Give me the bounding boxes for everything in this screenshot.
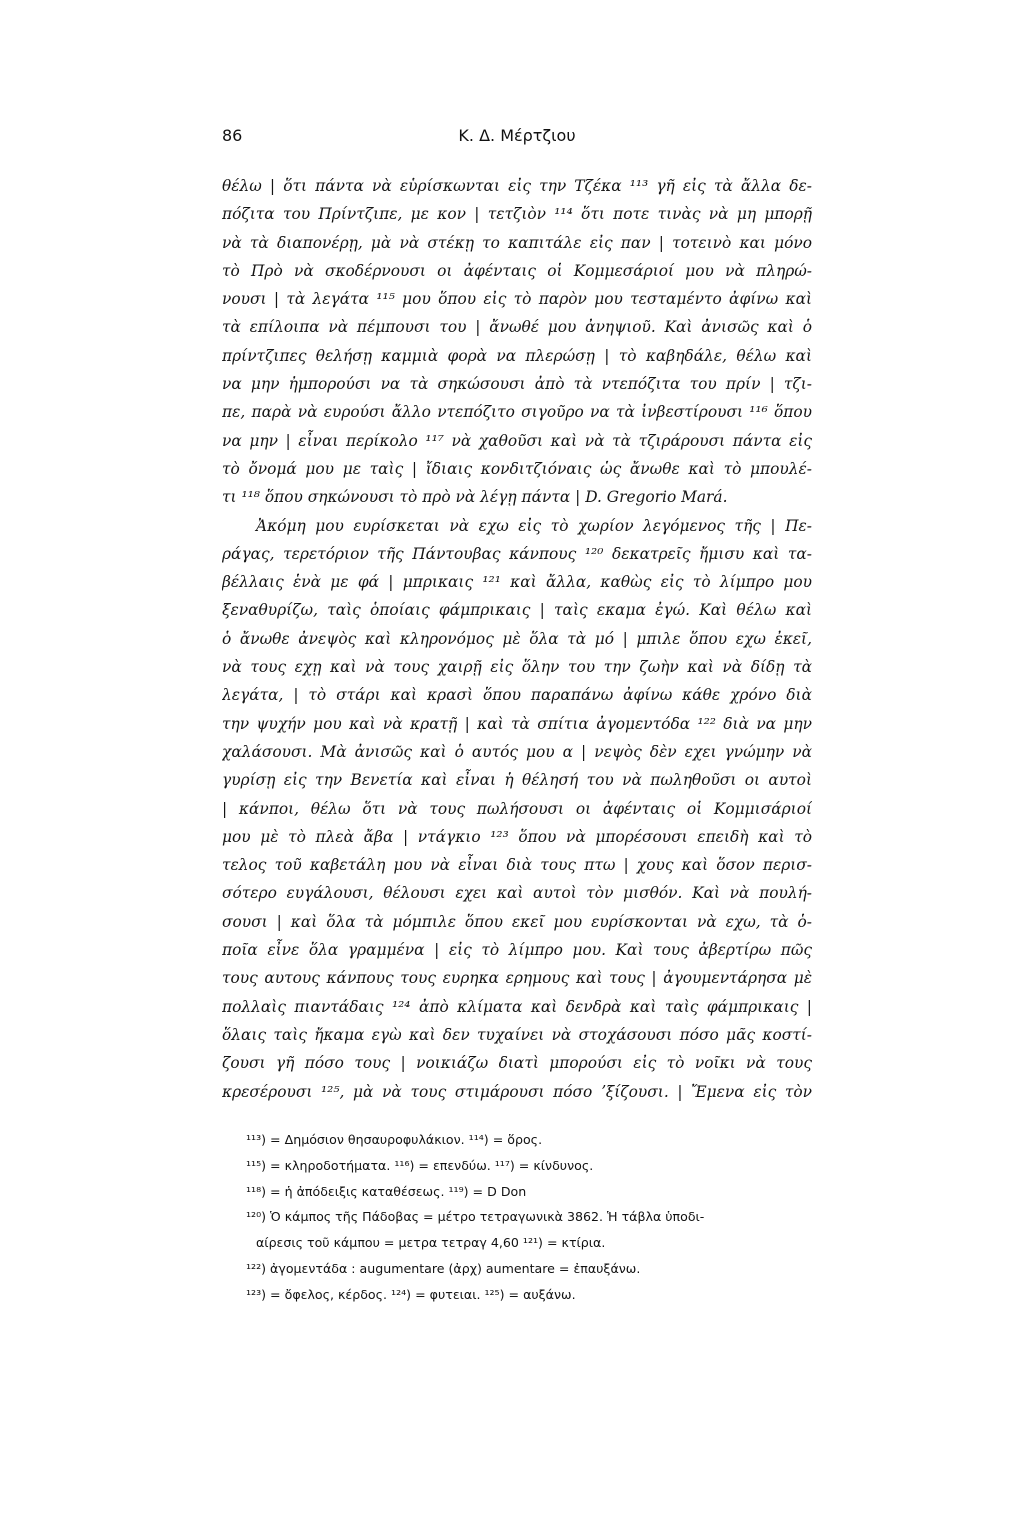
- text-line: τελος τοῦ καβετάλη μου νὰ εἶναι διὰ τους πτω | χους καὶ ὅσον περισ-: [222, 856, 812, 875]
- text-line: τὰ επίλοιπα νὰ πέμπουσι του | ἄνωθέ μου ἀνηψιοῦ. Καὶ ἀνισῶς καὶ ὁ: [222, 318, 812, 337]
- text-line: να μην ἠμπορούσι να τὰ σηκώσουσι ἀπὸ τὰ ντεπόζιτα του πρίν | τζι-: [222, 375, 812, 394]
- text-line: πε, παρὰ νὰ ευρούσι ἄλλο ντεπόζιτο σιγοῦρο να τὰ ἰνβεστίρουσι ¹¹⁶ ὅπου: [222, 403, 812, 422]
- footnote-line: ¹²³) = ὄφελος, κέρδος. ¹²⁴) = φυτειαι. ¹²⁵) = αυξάνω.: [246, 1286, 576, 1302]
- text-line: χαλάσουσι. Μὰ ἀνισῶς καὶ ὁ αυτός μου α | νεψὸς δὲν εχει γνώμην νὰ: [222, 742, 812, 761]
- footnote-line: ¹¹⁸) = ἡ ἀπόδειξις καταθέσεως. ¹¹⁹) = D Don: [246, 1183, 527, 1199]
- text-line: τι ¹¹⁸ ὅπου σηκώνουσι τὸ πρὸ νὰ λέγῃ πάντα | D. Gregorio Mará.: [222, 488, 728, 507]
- text-line: την ψυχήν μου καὶ νὰ κρατῇ | καὶ τὰ σπίτια ἀγομεντόδα ¹²² διὰ να μην: [222, 714, 812, 733]
- text-line: ζουσι γῆ πόσο τους | νοικιάζω διατὶ μπορούσι εἰς τὸ νοῖκι νὰ τους: [222, 1054, 812, 1073]
- main-text: [222, 172, 812, 1106]
- running-head-author: Κ. Δ. Μέρτζιου: [458, 126, 576, 145]
- footnote-line: ¹¹⁵) = κληροδοτήματα. ¹¹⁶) = επενδύω. ¹¹⁷) = κίνδυνος.: [246, 1157, 594, 1173]
- footnote-line: ¹²⁰) Ὁ κάμπος τῆς Πάδοβας = μέτρο τετραγωνικὰ 3862. Ἡ τάβλα ὑποδι-: [246, 1209, 705, 1225]
- footnote-line: ¹¹³) = Δημόσιον θησαυροφυλάκιον. ¹¹⁴) = ὅρος.: [246, 1132, 543, 1147]
- text-line: τὸ ὄνομά μου με ταὶς | ἴδιαις κονδιτζιόναις ὡς ἄνωθε καὶ τὸ μπουλέ-: [222, 459, 812, 478]
- text-line: σουσι | καὶ ὅλα τὰ μόμπιλε ὅπου εκεῖ μου ευρίσκονται νὰ εχω, τὰ ὁ-: [222, 912, 812, 931]
- text-line: κρεσέρουσι ¹²⁵, μὰ νὰ τους στιμάρουσι πόσο ʼξίζουσι. | Ἔμενα εἰς τὸν: [222, 1082, 812, 1101]
- text-line: βέλλαις ἑνὰ με φά | μπρικαις ¹²¹ καὶ ἄλλα, καθὼς εἰς τὸ λίμπρο μου: [222, 573, 812, 592]
- text-line: θέλω | ὅτι πάντα νὰ εὑρίσκωνται εἰς την Τζέκα ¹¹³ γῆ εἰς τὰ ἄλλα δε-: [222, 177, 812, 195]
- text-line: ξεναθυρίζω, ταὶς ὁποίαις φάμπρικαις | ταὶς εκαμα ἐγώ. Καὶ θέλω καὶ: [222, 601, 812, 620]
- text-line: πρίντζιπες θελήσῃ καμμιὰ φορὰ να πλερώσῃ | τὸ καβηδάλε, θέλω καὶ: [222, 346, 812, 365]
- footnote-line: αίρεσις τοῦ κάμπου = μετρα τετραγ 4,60 ¹²¹) = κτίρια.: [256, 1235, 606, 1251]
- text-line: ὁ ἄνωθε ἀνεψὸς καὶ κληρονόμος μὲ ὅλα τὰ μό | μπιλε ὅπου εχω ἐκεῖ,: [222, 629, 812, 648]
- text-line: ποῖα εἶνε ὅλα γραμμένα | εἰς τὸ λίμπρο μου. Καὶ τους ἀβερτίρω πῶς: [222, 941, 812, 960]
- footnotes: [246, 1127, 812, 1308]
- text-line: πολλαὶς πιαντάδαις ¹²⁴ ἀπὸ κλίματα καὶ δενδρὰ καὶ ταὶς φάμπρικαις |: [222, 997, 812, 1016]
- text-line: τὸ Πρὸ νὰ σκοδέρνουσι οι ἀφένταις οἱ Κομμεσάριοί μου νὰ πληρώ-: [222, 261, 812, 280]
- text-line: νὰ τὰ διαπονέρῃ, μὰ νὰ στέκῃ το καπιτάλε εἰς παν | τοτεινὸ και μόνο: [222, 233, 812, 252]
- running-header: [222, 126, 812, 152]
- text-line: λεγάτα, | τὸ στάρι καὶ κρασὶ ὅπου παραπάνω ἀφίνω κάθε χρόνο διὰ: [222, 686, 812, 705]
- text-line: ὅλαις ταὶς ἤκαμα εγὼ καὶ δεν τυχαίνει νὰ στοχάσουσι πόσο μᾶς κοστί-: [222, 1025, 812, 1044]
- text-line: να μην | εἶναι περίκολο ¹¹⁷ νὰ χαθοῦσι καὶ νὰ τὰ τζιράρουσι πάντα εἰς: [222, 431, 812, 450]
- page-number: 86: [222, 126, 243, 145]
- text-line: ράγας, τερετόριον τῆς Πάντουβας κάνπους ¹²⁰ δεκατρεῖς ἤμισυ καὶ τα-: [222, 544, 812, 563]
- text-line: | κάνποι, θέλω ὅτι νὰ τους πωλήσουσι οι ἀφένταις οἱ Κομμισάριοί: [222, 799, 812, 818]
- text-line: τους αυτους κάνπους τους ευρηκα ερημους καὶ τους | ἀγουμεντάρησα μὲ: [222, 969, 812, 988]
- text-line: μου μὲ τὸ πλεὰ ἄβα | ντάγκιο ¹²³ ὅπου νὰ μπορέσουσι επειδὴ καὶ τὸ: [222, 827, 812, 846]
- text-line: σότερο ευγάλουσι, θέλουσι εχει καὶ αυτοὶ τὸν μισθόν. Καὶ νὰ πουλή-: [222, 884, 812, 903]
- text-line: πόζιτα του Πρίντζιπε, με κον | τετζιὸν ¹¹⁴ ὅτι ποτε τινὰς νὰ μη μπορῇ: [222, 205, 812, 224]
- text-line: Ἀκόμη μου ευρίσκεται νὰ εχω εἰς τὸ χωρίον λεγόμενος τῆς | Πε-: [256, 516, 812, 535]
- footnote-line: ¹²²) ἀγομεντάδα : augumentare (ἀρχ) aumentare = ἐπαυξάνω.: [246, 1260, 641, 1276]
- text-line: γυρίσῃ εἰς την Βενετία καὶ εἶναι ἡ θέλησή του νὰ πωληθοῦσι οι αυτοὶ: [222, 771, 812, 790]
- text-line: νὰ τους εχῃ καὶ νὰ τους χαιρῇ εἰς ὅλην του την ζωὴν καὶ νὰ δίδῃ τὰ: [222, 658, 812, 677]
- text-line: νουσι | τὰ λεγάτα ¹¹⁵ μου ὅπου εἰς τὸ παρὸν μου τεσταμέντο ἀφίνω καὶ: [222, 290, 812, 309]
